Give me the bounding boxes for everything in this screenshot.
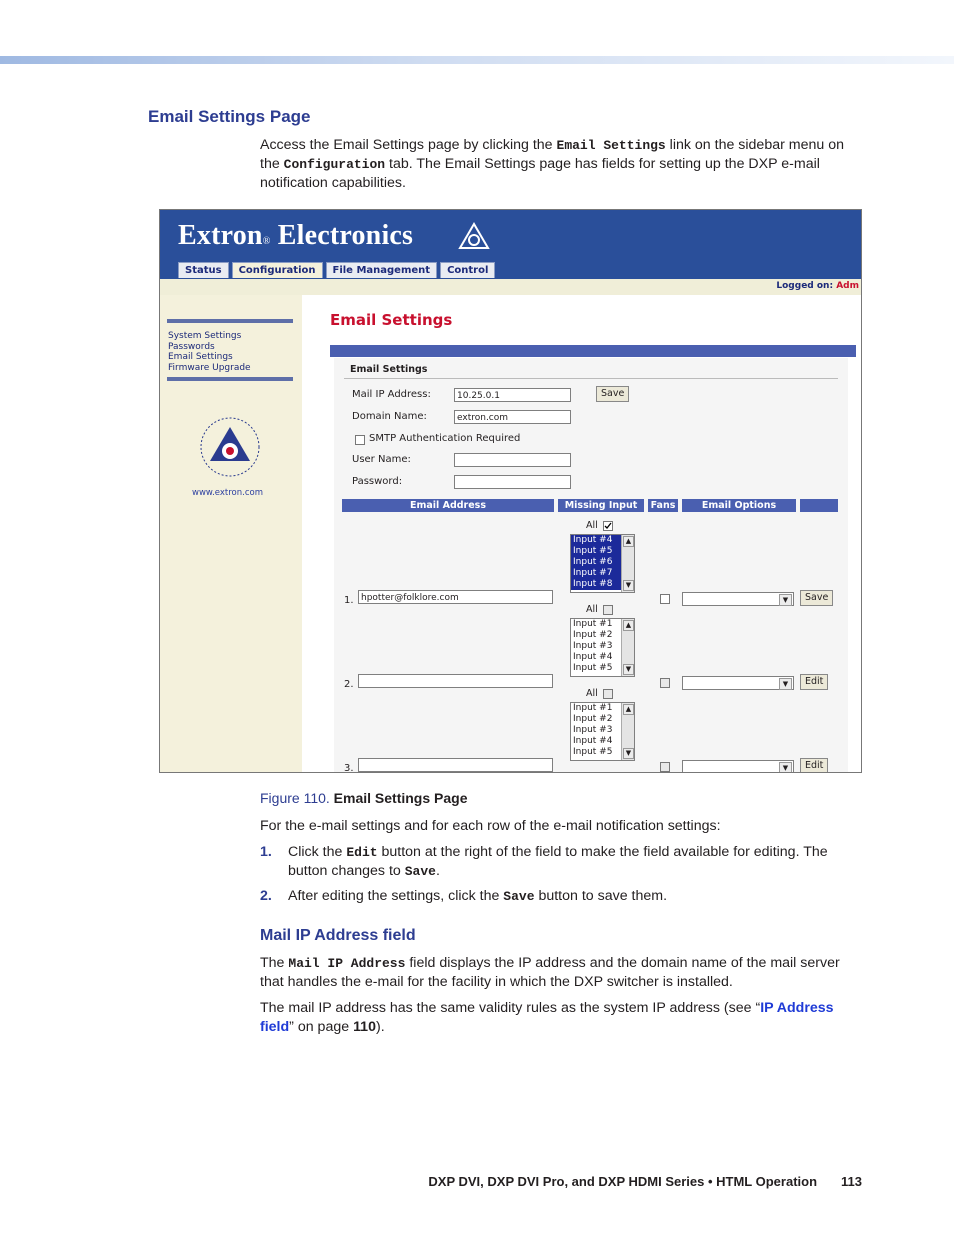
step-number: 2.: [260, 888, 272, 904]
missing-input-list[interactable]: [570, 618, 635, 677]
logged-on-indicator: Logged on: Adm: [776, 281, 859, 291]
scroll-down-icon[interactable]: ▼: [623, 664, 634, 675]
col-missing-input: Missing Input: [558, 499, 644, 512]
tab-status[interactable]: Status: [178, 262, 229, 278]
email-address-input[interactable]: hpotter@folklore.com: [358, 590, 553, 604]
figure-caption: Figure 110. Email Settings Page: [260, 790, 468, 806]
sidebar: [160, 295, 302, 772]
scroll-down-icon[interactable]: ▼: [623, 580, 634, 591]
username-label: User Name:: [352, 454, 411, 465]
step-2: 2. After editing the settings, click the Save button to save them.: [260, 888, 668, 904]
password-label: Password:: [352, 476, 403, 487]
list-item[interactable]: Input #1: [573, 703, 613, 713]
smtp-auth-checkbox[interactable]: [355, 435, 365, 445]
step-number: 1.: [260, 844, 272, 860]
col-email-address: Email Address: [342, 499, 554, 512]
sidebar-divider: [167, 319, 293, 323]
panel-title: Email Settings: [350, 364, 428, 375]
mail-ip-label: Mail IP Address:: [352, 389, 431, 400]
all-inputs-checkbox[interactable]: [603, 521, 613, 531]
panel-divider: [344, 378, 838, 379]
missing-input-list[interactable]: [570, 702, 635, 761]
status-strip: [160, 279, 861, 295]
row-number: 2.: [344, 679, 354, 690]
scroll-up-icon[interactable]: ▲: [623, 704, 634, 715]
list-item[interactable]: Input #3: [573, 641, 613, 651]
step-1: 1. Click the Edit button at the right of the field to make the field available for editing. The button changes to Save.: [260, 844, 828, 879]
col-fans: Fans: [648, 499, 678, 512]
tab-configuration[interactable]: Configuration: [232, 262, 323, 278]
chevron-down-icon[interactable]: ▼: [779, 678, 792, 690]
list-scrollbar[interactable]: [621, 619, 634, 676]
extron-banner: [160, 210, 861, 279]
row-number: 3.: [344, 763, 354, 773]
validity-paragraph: The mail IP address has the same validity rules as the system IP address (see “IP Address field” on page 110).: [260, 1000, 834, 1035]
list-item[interactable]: Input #5: [573, 663, 613, 673]
list-item[interactable]: Input #1: [573, 619, 613, 629]
header-gradient-bar: [0, 56, 954, 64]
sidebar-item-passwords[interactable]: Passwords: [168, 341, 215, 352]
list-item[interactable]: Input #6: [571, 557, 634, 568]
email-address-input[interactable]: [358, 674, 553, 688]
section-title: Email Settings Page: [148, 107, 311, 126]
main-content: [302, 295, 861, 772]
scroll-up-icon[interactable]: ▲: [623, 536, 634, 547]
username-input[interactable]: [454, 453, 571, 467]
extron-website-link[interactable]: www.extron.com: [192, 488, 263, 498]
fans-checkbox[interactable]: [660, 678, 670, 688]
list-scrollbar[interactable]: [621, 535, 634, 592]
missing-input-list[interactable]: [570, 534, 635, 593]
scroll-up-icon[interactable]: ▲: [623, 620, 634, 631]
password-input[interactable]: [454, 475, 571, 489]
scroll-down-icon[interactable]: ▼: [623, 748, 634, 759]
intro-paragraph: Access the Email Settings page by clicking the Email Settings link on the sidebar menu on the Configuration tab. The Email Settings page has fields for setting up the DXP e-mail notification capabilities.: [260, 137, 844, 191]
ip-address-field-link[interactable]: IP Address field: [260, 1000, 834, 1035]
list-item[interactable]: Input #4: [573, 652, 613, 662]
fans-checkbox[interactable]: [660, 594, 670, 604]
all-label: All: [586, 520, 598, 531]
list-item[interactable]: Input #2: [573, 714, 613, 724]
check-icon: [604, 522, 612, 530]
mail-ip-paragraph: The Mail IP Address field displays the IP address and the domain name of the mail server that handles the e-mail for the facility in which the DXP switcher is installed.: [260, 955, 840, 990]
domain-name-label: Domain Name:: [352, 411, 427, 422]
col-email-options: Email Options: [682, 499, 796, 512]
list-item[interactable]: Input #8: [571, 579, 634, 590]
all-inputs-checkbox[interactable]: [603, 605, 613, 615]
all-inputs-checkbox[interactable]: [603, 689, 613, 699]
row-edit-button[interactable]: Edit: [800, 674, 828, 690]
page-title: Email Settings: [330, 311, 453, 329]
sidebar-divider: [167, 377, 293, 381]
subsection-title: Mail IP Address field: [260, 927, 416, 944]
extron-logo: Extron® Electronics: [178, 220, 414, 251]
fans-checkbox[interactable]: [660, 762, 670, 772]
sidebar-item-system-settings[interactable]: System Settings: [168, 331, 242, 341]
title-bar: [330, 345, 856, 357]
col-blank: [800, 499, 838, 512]
all-label: All: [586, 604, 598, 615]
lead-paragraph: For the e-mail settings and for each row of the e-mail notification settings:: [260, 818, 721, 834]
page-footer: DXP DVI, DXP DVI Pro, and DXP HDMI Series • HTML Operation 113: [428, 1174, 862, 1189]
list-item[interactable]: Input #2: [573, 630, 613, 640]
row-save-button[interactable]: Save: [800, 590, 833, 606]
all-label: All: [586, 688, 598, 699]
list-item[interactable]: Input #5: [573, 747, 613, 757]
email-settings-panel: [334, 358, 848, 772]
email-options-select[interactable]: [682, 676, 794, 690]
email-address-input[interactable]: [358, 758, 553, 772]
chevron-down-icon[interactable]: ▼: [779, 762, 792, 773]
email-options-select[interactable]: [682, 592, 794, 606]
row-edit-button[interactable]: Edit: [800, 758, 828, 773]
row-number: 1.: [344, 595, 354, 606]
list-item[interactable]: Input #7: [571, 568, 634, 579]
list-scrollbar[interactable]: [621, 703, 634, 760]
list-item[interactable]: Input #4: [573, 736, 613, 746]
sidebar-item-firmware-upgrade[interactable]: Firmware Upgrade: [168, 362, 251, 373]
domain-name-input[interactable]: extron.com: [454, 410, 571, 424]
list-item[interactable]: Input #5: [571, 546, 634, 557]
smtp-auth-label: SMTP Authentication Required: [369, 433, 521, 444]
chevron-down-icon[interactable]: ▼: [779, 594, 792, 606]
list-item[interactable]: Input #4: [571, 535, 634, 546]
tab-control[interactable]: Control: [440, 262, 495, 278]
service-support-solutions-icon: [198, 415, 262, 479]
mail-ip-input[interactable]: 10.25.0.1: [454, 388, 571, 402]
sidebar-item-email-settings[interactable]: Email Settings: [168, 352, 233, 362]
save-mail-settings-button[interactable]: Save: [596, 386, 629, 402]
extron-logo-icon: [458, 222, 490, 250]
page-number: 113: [841, 1174, 862, 1189]
email-settings-screenshot: [159, 209, 862, 773]
tab-file-management[interactable]: File Management: [326, 262, 438, 278]
email-options-select[interactable]: [682, 760, 794, 773]
list-item[interactable]: Input #3: [573, 725, 613, 735]
